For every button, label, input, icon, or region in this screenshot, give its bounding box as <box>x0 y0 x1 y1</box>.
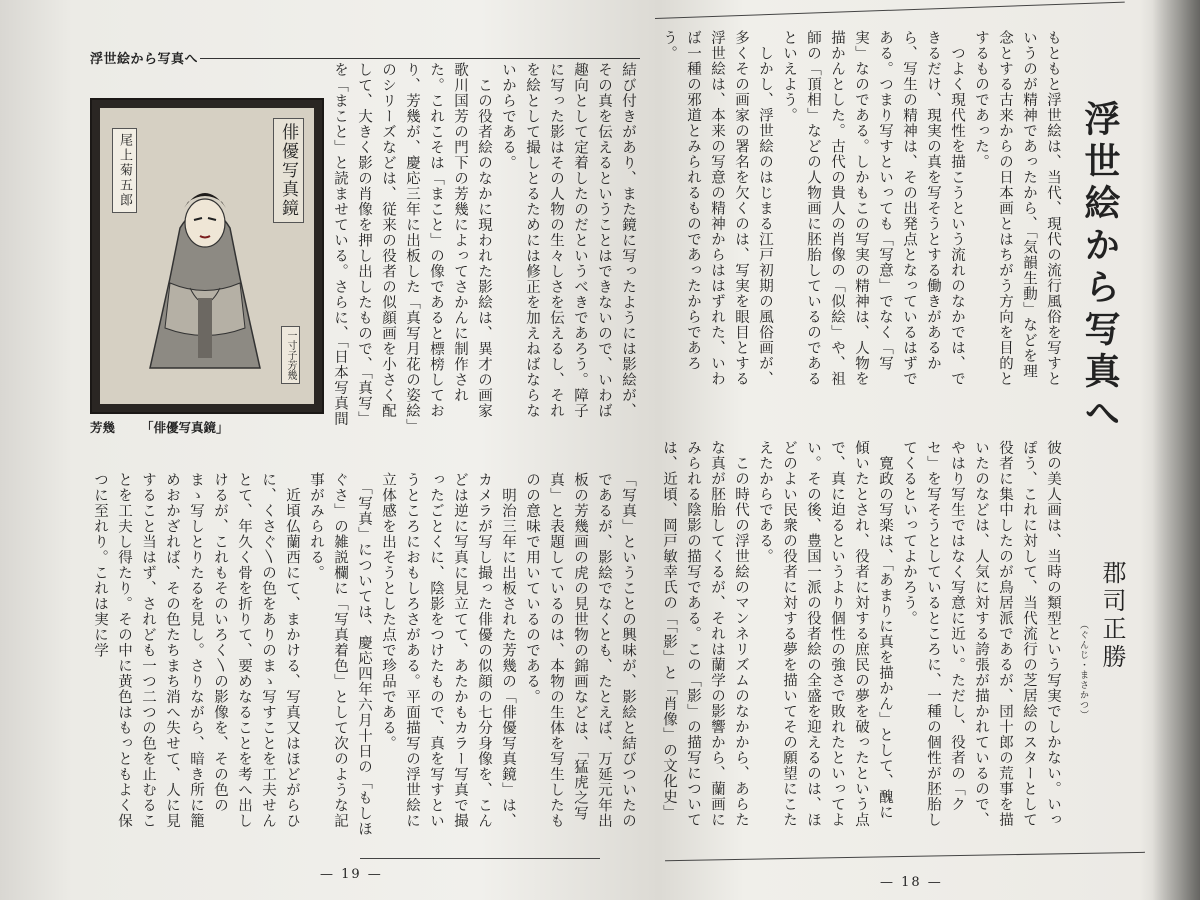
print-title-cartouche: 俳優写真鏡 <box>273 118 304 223</box>
footer-rule <box>665 852 1145 861</box>
artist-signature-cartouche: 一寸子芳幾 <box>281 326 300 384</box>
right-lower-text: 彼の美人画は、当時の類型という写実でしかない。いっぽう、これに対して、当代流行の芝居絵のスターとして役者に集中したのが鳥居派であるが、団十郎の荒事を描いたのなどは、人気に対する誇張が描かれているので、やはり写生ではなく写意に近い。ただし、役者の「クセ」を写そうとしているところに、一種の個性が胚胎してくるといってよかろう。 寛政の写楽は、「あまりに真を描かん」として、醜に傾いたとされ、役者に対する庶民の夢を破ったという点で、真に迫るというより個性の強さで敗れたといってよい。その後、豊国一派の役者絵の全盛を迎えるのは、ほどのよい民衆の役者に対する夢を描いてその願望にこたえたからである。 この時代の浮世絵のマンネリズムのなかから、あらたな真が胚胎してくるが、それは蘭学の影響から、蘭画にみられる陰影の描写である。この「影」の描写については、近頃、岡戸敏幸氏の「「影」と「肖像」の文化史」 <box>661 440 1061 828</box>
woodblock-print-figure <box>90 98 324 414</box>
footer-rule <box>360 858 600 859</box>
left-upper-text: 結び付きがあり、また鏡に写ったようには影絵が、その真を伝えるということはできないので、いわば趣向として定着したのだというべきであろう。障子に写った影はその人物の生々しさを伝えるし、それを絵として撮しとるためには修正を加えねばならないからである。 この役者絵のなかに現われた影絵は、異才の画家歌川国芳の門下の芳幾によってさかんに制作された。これこそは「まこと」の像であると標榜しており、芳幾が、慶応三年に出板した「真写月花の姿絵」のシリーズなどは、従来の役者の似顔画を小さく配して、大きく影の肖像を押し出したもので、「真写」を「まこと」と読ませている。さらに、「日本写真間 <box>332 62 636 427</box>
caption-artist: 芳幾 <box>90 420 116 435</box>
kabuki-actor-illustration <box>140 168 270 388</box>
left-lower-text: 「写真」ということの興味が、影絵と結びついたのであるが、影絵でなくとも、たとえば、万延元年出板の芳幾画の虎の見世物の錦画などは、「猛虎之写真」と表題しているのは、本物の生体を写生したものの意味で用いているのである。 明治三年に出板された芳幾の「俳優写真鏡」は、カメラが写し撮った俳優の似顔の七分身像を、こんどは逆に写真に見立てて、あたかもカラー写真で撮ったごとくに、陰影をつけたもので、真を写すというところにおもしろさがある。平面描写の浮世絵に立体感を出そうとした点で珍品である。 「写真」については、慶応四年六月十日の「もしほぐさ」の雑説欄に「写真着色」として次のような記事がみられる。 近頃仏蘭西にて、まかける、写真又はほどがらひに、くさぐ〵の色をありのまゝ写すことを工夫せんとて、年久く骨を折りて、要めなることを考へ出しけるが、これもそのいろく〵の影像を、その色のまゝ写しとりたるを見し。さりながら、暗き所に籠めおかざれば、その色たちまち消へ失せて、人に見すること当はず、されども一つ二つの色を止むることを工夫し得たり。その中に黄色はもっともよく保つに至れり。これは実に学 <box>92 472 636 837</box>
page-edge-shadow <box>1152 0 1200 900</box>
author-name: 郡司正勝 <box>1098 560 1126 672</box>
right-upper-text: もともと浮世絵は、当代、現代の流行風俗を写すというのが精神であったから、「気韻生動」などを理念とする古来からの日本画とはちがう方向を目的とするものであった。 つよく現代性を描こうという流れのなかでは、できるだけ、現実の真を写そうとする働きがあるから、写生の精神は、その出発点となっているはずである。つまり写すといっても「写意」でなく「写実」なのである。しかもこの写実の精神は、人物を描かんとした。古代の貴人の肖像の「似絵」や、祖師の「頂相」などの人物画に胚胎しているのであるといえよう。 しかし、浮世絵のはじまる江戸初期の風俗画が、多くその画家の署名を欠くのは、写実を眼目とする浮世絵は、本来の写意の精神からははずれた、いわば一種の邪道とみられるものであったからであろう。 <box>661 30 1061 387</box>
caption-title: 「俳優写真鏡」 <box>141 420 229 435</box>
figure-caption <box>90 418 229 436</box>
running-head: 浮世絵から写真へ <box>90 52 199 67</box>
page-number: — 18 — <box>880 875 943 890</box>
print-image <box>100 108 314 404</box>
running-head-rule <box>200 58 640 59</box>
left-page <box>60 0 650 900</box>
right-page <box>655 0 1155 900</box>
page-number: — 19 — <box>320 867 383 882</box>
header-rule <box>655 2 1125 19</box>
article-title: 浮世絵から写真へ <box>1079 100 1121 436</box>
actor-name-cartouche: 尾上菊五郎 <box>112 128 137 213</box>
author-reading: （ぐんじ・まさかつ） <box>1078 620 1088 720</box>
